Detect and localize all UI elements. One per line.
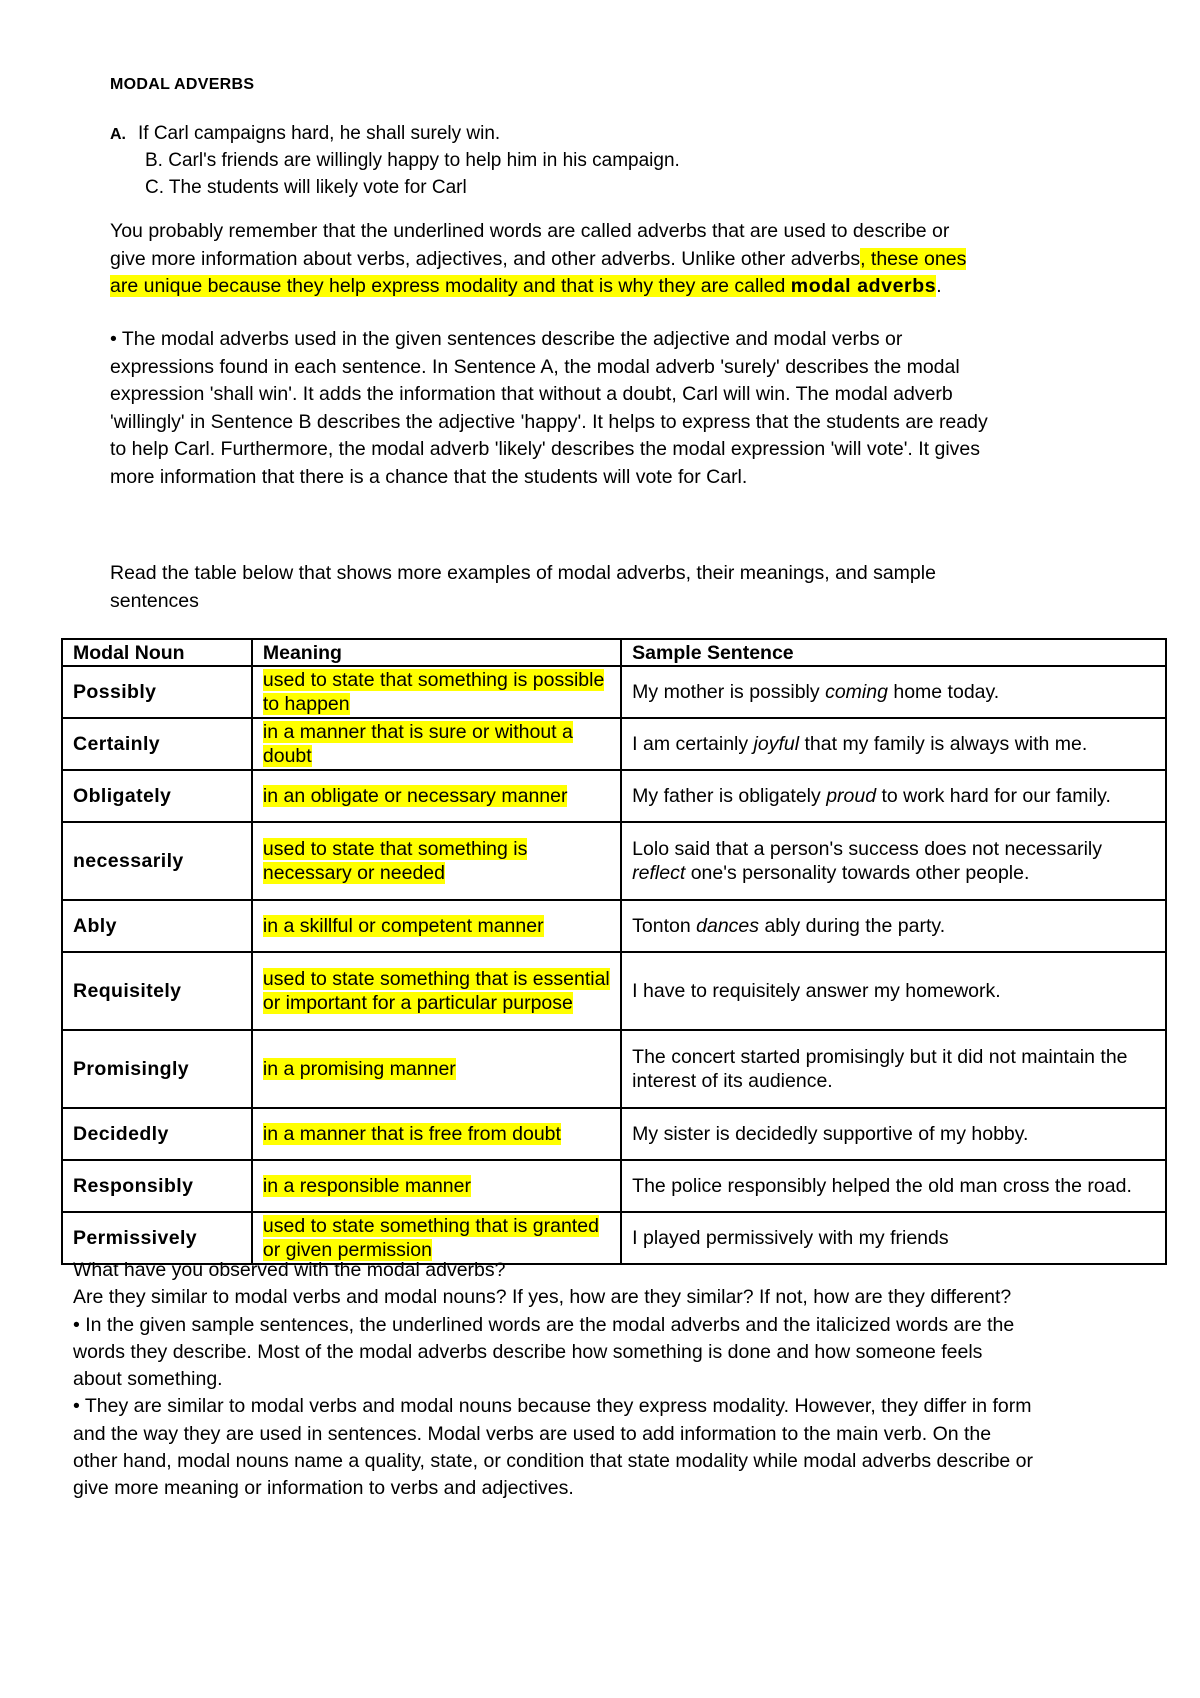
sentence-text-end: home today. [887,680,1000,703]
sentence-italic: coming [825,680,888,703]
table-row [62,822,1166,900]
example-c: C. The students will likely vote for Carl [145,177,467,198]
sentence-text: Lolo said that a person's success does not necessarily [632,837,1102,860]
modal-adverbs-term: modal adverbs [790,275,937,297]
answer-1: • In the given sample sentences, the underlined words are the modal adverbs and the italicized words are the words they describe. Most of the modal adverbs describe how something is done and how someone feels about something. [73,1313,1015,1391]
sentence-text-end: to work hard for our family. [876,784,1111,807]
sentence-text: I am certainly [632,732,754,755]
row-sentence [621,822,1166,900]
row-word: Promisingly [62,1030,252,1108]
example-a-text: If Carl campaigns hard, he shall surely win. [138,123,501,144]
sentence-text: The concert started promisingly but it did not maintain the interest of its audience. [632,1045,1128,1092]
bullet-explanation: • The modal adverbs used in the given sentences describe the adjective and modal verbs or expressions found in each sentence. In Sentence A, the modal adverb 'surely' describes the modal expression 'shall win'. It adds the information that without a doubt, Carl will win. The modal adverb 'willingly' in Sentence B describes the adjective 'happy'. It helps to express that the students are ready to help Carl. Furthermore, the modal adverb 'likely' describes the modal expression 'will vote'. It gives more information that there is a chance that the students will vote for Carl. [110,328,988,488]
row-word: Possibly [62,666,252,718]
row-word: Certainly [62,718,252,770]
row-meaning-text: in a promising manner [262,1057,456,1080]
row-word: Decidedly [62,1108,252,1160]
sentence-text: The police responsibly helped the old man cross the road. [632,1174,1132,1197]
row-meaning [252,952,621,1030]
row-meaning-text: used to state something that is granted or given permission [262,1214,599,1261]
header-meaning: Meaning [252,639,621,666]
row-meaning-text: in a skillful or competent manner [262,914,544,937]
example-b: B. Carl's friends are willingly happy to help him in his campaign. [145,150,680,171]
row-meaning-text: in a responsible manner [262,1174,471,1197]
row-meaning-text: used to state that something is possible to happen [262,668,605,715]
row-meaning [252,1030,621,1108]
answer-2: • They are similar to modal verbs and modal nouns because they express modality. However, they differ in form and the way they are used in sentences. Modal verbs are used to add information to the main verb. On the other hand, modal nouns name a quality, state, or condition that state modality while modal adverbs describe or give more meaning or information to verbs and adjectives. [73,1395,1034,1500]
row-meaning-text: used to state that something is necessary or needed [262,837,528,884]
row-word: Ably [62,900,252,952]
sentence-italic: proud [826,784,877,807]
sentence-text: My mother is possibly [632,680,826,703]
row-sentence [621,718,1166,770]
example-a [110,120,500,148]
row-meaning-text: used to state something that is essential or important for a particular purpose [262,967,610,1014]
example-a-label: A. [110,126,126,143]
header-sample-sentence: Sample Sentence [621,639,1166,666]
sentence-text-end: that my family is always with me. [799,732,1088,755]
row-sentence [621,1160,1166,1212]
row-meaning-text: in an obligate or necessary manner [262,784,568,807]
row-word: Obligately [62,770,252,822]
sentence-text: I have to requisitely answer my homework. [632,979,1001,1002]
row-meaning [252,900,621,952]
intro-period: . [936,275,942,297]
row-meaning [252,770,621,822]
row-sentence [621,666,1166,718]
row-meaning [252,1160,621,1212]
row-meaning-text: in a manner that is sure or without a doubt [262,720,573,767]
row-word: Responsibly [62,1160,252,1212]
row-meaning [252,822,621,900]
row-meaning [252,718,621,770]
intro-paragraph [110,218,990,301]
row-word: necessarily [62,822,252,900]
row-sentence [621,900,1166,952]
sentence-italic: dances [696,914,760,937]
table-row [62,900,1166,952]
row-word: Requisitely [62,952,252,1030]
table-row [62,718,1166,770]
table-row [62,952,1166,1030]
table-intro: Read the table below that shows more examples of modal adverbs, their meanings, and sample sentences [110,562,936,612]
row-word: Permissively [62,1212,252,1264]
modal-adverbs-table [61,638,1167,1265]
sentence-text: Tonton [632,914,697,937]
intro-highlight-text: , these ones are unique because they help express modality and that is why they are called [110,247,967,297]
table-row [62,666,1166,718]
table-row [62,1030,1166,1108]
row-sentence [621,770,1166,822]
row-sentence [621,1030,1166,1108]
sentence-text: I played permissively with my friends [632,1226,949,1249]
row-sentence [621,1108,1166,1160]
sentence-text: My father is obligately [632,784,827,807]
row-meaning-text: in a manner that is free from doubt [262,1122,561,1145]
sentence-text-end: one's personality towards other people. [685,862,1030,884]
row-meaning [252,1108,621,1160]
intro-text: You probably remember that the underlined words are called adverbs that are used to describe or give more information about verbs, adjectives, and other adverbs. Unlike other adverbs [110,220,950,270]
question-1: What have you observed with the modal adverbs? [73,1259,506,1281]
modal-adverbs-table-wrap [61,638,1167,1265]
sentence-text: My sister is decidedly supportive of my hobby. [632,1122,1029,1145]
table-header-row [62,639,1166,666]
sentence-italic: reflect [632,862,686,884]
reflection-section [73,1257,1033,1503]
header-modal-noun: Modal Noun [62,639,252,666]
row-meaning [252,666,621,718]
row-sentence [621,952,1166,1030]
table-row [62,1160,1166,1212]
table-row [62,770,1166,822]
table-row [62,1108,1166,1160]
sentence-italic: joyful [753,732,800,755]
page-title: MODAL ADVERBS [110,76,255,93]
question-2: Are they similar to modal verbs and modal nouns? If yes, how are they similar? If not, how are they different? [73,1286,1012,1309]
sentence-text-end: ably during the party. [759,914,946,937]
